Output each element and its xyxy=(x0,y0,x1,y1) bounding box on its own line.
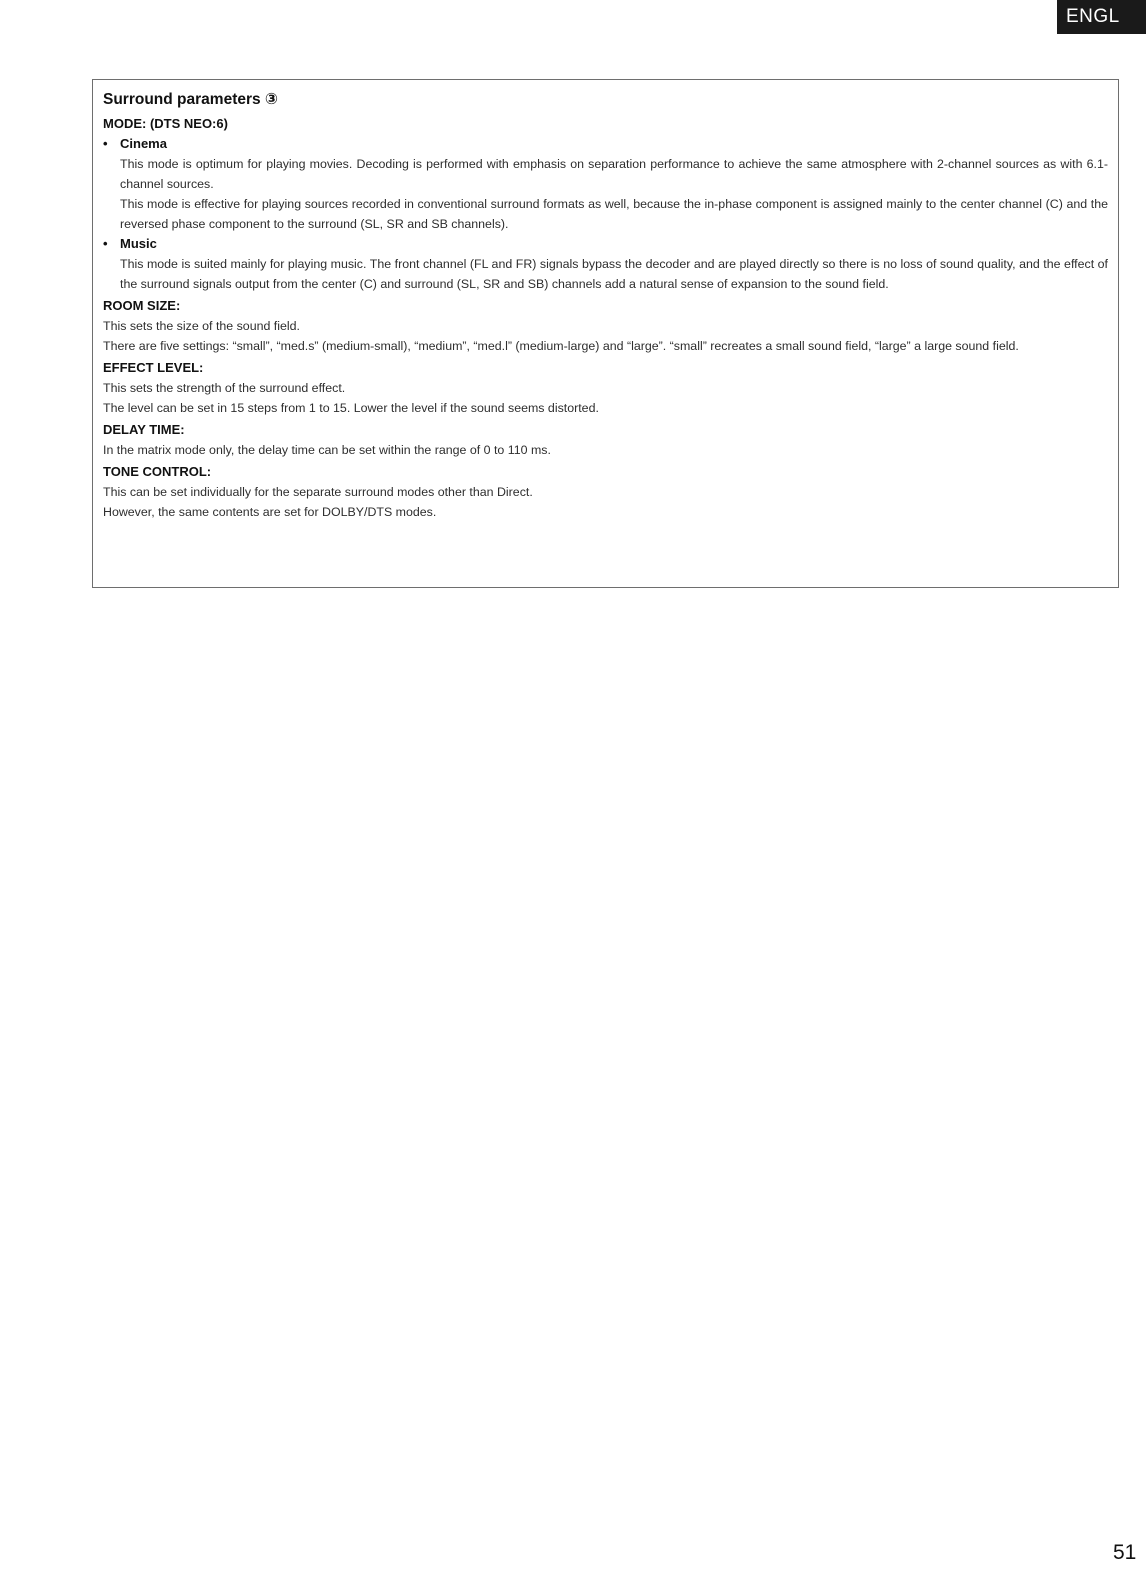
effect-level-paragraph-2: The level can be set in 15 steps from 1 to 15. Lower the level if the sound seems distorted. xyxy=(103,401,599,415)
cinema-heading-label: Cinema xyxy=(120,136,167,151)
effect-level-paragraph-1: This sets the strength of the surround effect. xyxy=(103,381,346,395)
bullet-icon: • xyxy=(103,136,108,151)
delay-time-paragraph-1: In the matrix mode only, the delay time can be set within the range of 0 to 110 ms. xyxy=(103,443,551,457)
delay-time-heading: DELAY TIME: xyxy=(103,422,185,437)
room-size-paragraph-2: There are five settings: “small”, “med.s” (medium-small), “medium”, “med.l” (medium-large) and “large”. “small” recreates a small sound field, “large” a large sound field. xyxy=(103,339,1019,353)
room-size-heading: ROOM SIZE: xyxy=(103,298,181,313)
tone-control-heading: TONE CONTROL: xyxy=(103,464,212,479)
tone-control-paragraph-1: This can be set individually for the separate surround modes other than Direct. xyxy=(103,485,533,499)
box-title: Surround parameters ③ xyxy=(103,91,279,108)
bullet-icon: • xyxy=(103,236,108,251)
cinema-paragraph-1: This mode is optimum for playing movies. Decoding is performed with emphasis on separation performance to achieve the same atmosphere with 2-channel sources as with 6.1-channel sources. xyxy=(120,157,1108,191)
room-size-paragraph-1: This sets the size of the sound field. xyxy=(103,319,300,333)
mode-heading: MODE: (DTS NEO:6) xyxy=(103,116,228,131)
cinema-heading xyxy=(103,134,1108,154)
cinema-paragraph-2: This mode is effective for playing sources recorded in conventional surround formats as well, because the in-phase component is assigned mainly to the center channel (C) and the reversed phase component to the surround (SL, SR and SB channels). xyxy=(120,197,1108,231)
music-paragraph-1: This mode is suited mainly for playing music. The front channel (FL and FR) signals bypass the decoder and are played directly so there is no loss of sound quality, and the effect of the surround signals output from the center (C) and surround (SL, SR and SB) channels add a natural sense of expansion to the sound field. xyxy=(120,257,1108,291)
effect-level-heading: EFFECT LEVEL: xyxy=(103,360,204,375)
music-heading-label: Music xyxy=(120,236,157,251)
surround-parameters-box xyxy=(92,79,1119,588)
tone-control-paragraph-2: However, the same contents are set for DOLBY/DTS modes. xyxy=(103,505,437,519)
language-tab: ENGL xyxy=(1057,0,1146,34)
music-heading xyxy=(103,234,1108,254)
page-number: 51 xyxy=(1113,1541,1137,1564)
